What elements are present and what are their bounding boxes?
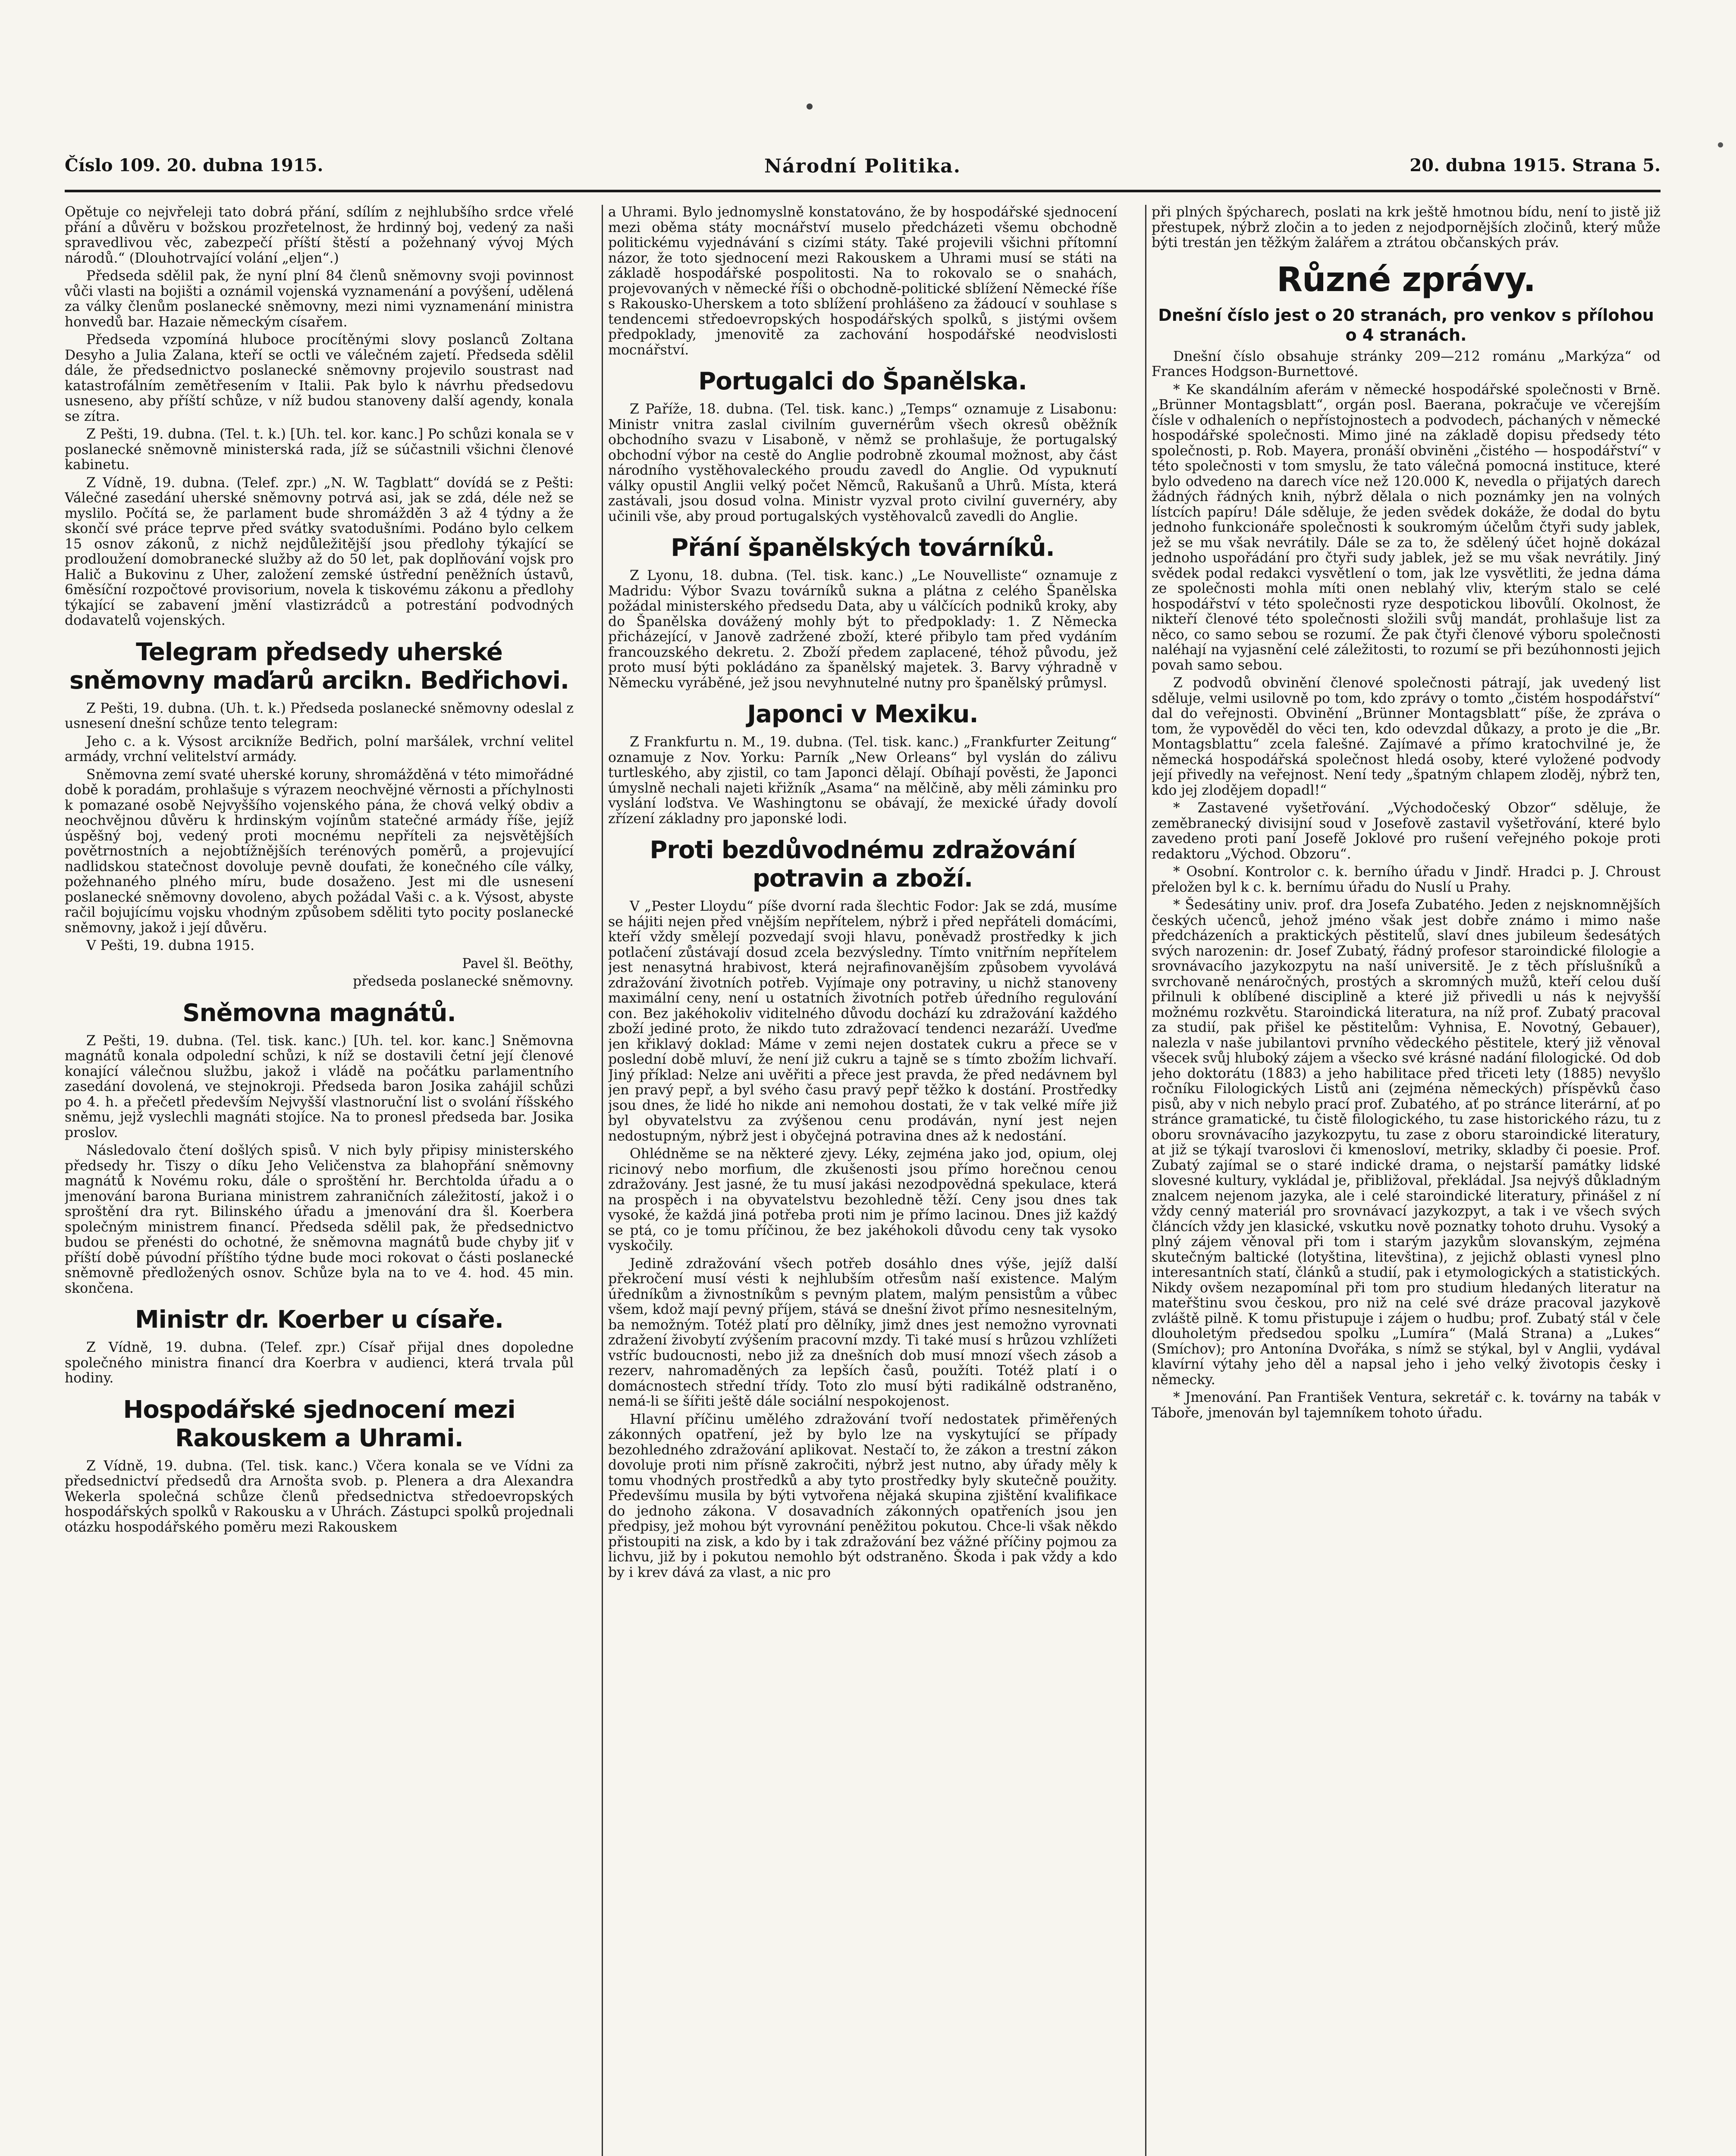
article-headline: Japonci v Mexiku. [747, 700, 978, 728]
article-paragraph: Z Vídně, 19. dubna. (Tel. tisk. kanc.) Včera konala se ve Vídni za předsednictví předsedů dra Arnošta svob. p. Plenera a dra Alexandra Wekerla společná schůze členů předsednictva středoevropských hospodářských spolků v Rakousku a v Uhrách. Zástupci spolků projednali otázku hospodářského poměru mezi Rakouskem [65, 1458, 574, 1535]
article-headline: Hospodářské sjednocení mezi Rakouskem a Uhrami. [123, 1395, 515, 1452]
page-date-number: 20. dubna 1915. Strana 5. [1410, 155, 1661, 175]
article-paragraph: Předseda sdělil pak, že nyní plní 84 členů sněmovny svoji povinnost vůči vlasti na bojišti a oznámil vojenská vyznamenání a povýšení, udělená za války členům poslanecké sněmovny, mezi nimi vyznamenání ministra honvedů bar. Hazaie německým císařem. [65, 268, 574, 330]
masthead-title: Národní Politika. [764, 155, 961, 177]
print-speck [1718, 142, 1723, 147]
article-paragraph: Jeho c. a k. Výsost arcikníže Bedřich, polní maršálek, vrchní velitel armády, vrchní velitelství armády. [65, 733, 574, 765]
article-paragraph: V Pešti, 19. dubna 1915. [86, 938, 255, 953]
page-header [65, 155, 1661, 185]
issue-number: Číslo 109. 20. dubna 1915. [65, 155, 323, 175]
article-paragraph: Z Pešti, 19. dubna. (Uh. t. k.) Předseda poslanecké sněmovny odeslal z usnesení dnešní schůze tento telegram: [65, 700, 574, 731]
news-item: * Šedesátiny univ. prof. dra Josefa Zubatého. Jeden z nejsknomnějších českých učenců, jehož jméno však jest dobře známo i mimo naše předcházeních a praktických pěstitelů, slaví dnes jubileum šedesátých svých narozenin: dr. Josef Zubatý, řádný profesor staroindické filologie a srovnávacího jazykozpytu na naší universitě. Je z těch příslušníků a svrchovaně nenáročných, prostých a skromných mužů, kteří celou duší přilnuli k oblíbené disciplině a které již přivedli u nás k nejvyšší možnému rozkvětu. Staroindická literatura, na níž prof. Zubatý pracoval za studií, pak přišel ke pěstitelům: Vyhnisa, E. Novotný, Gebauer), nalezla v naše jubilantovi prvního vědeckého pěstitele, který již věnoval všecek svůj hluboký zájem a všecko své krásné nadání filologické. Od dob jeho doktorátu (1883) a jeho habilitace před třiceti lety (1885) nevyšlo ročníku Filologických Listů ani (zejména německých) příspěvků časo pisů, aby v nich nebylo prací prof. Zubatého, ať po stránce literární, ať po stránce gramatické, tu čistě filologického, tu zase historického rázu, tu z oboru srovnávacího jazykozpytu, tu zase z oboru staroindické literatury, at již se týkají tvaroslovi či kmenosloví, metriky, skladby či poesie. Prof. Zubatý zajímal se o staré indické drama, o nejstarší památky lidské slovesné kultury, vykládal je, přibližoval, překládal. Jsa nejvýš důkladným znalcem nejenom jazyka, ale i celé staroindické literatury, přinášel z ní vždy cenný materiál pro srovnávací jazykozpyt, a tak i ve všech svých článcích vždy jen klasické, vskutku nově poznatky tohoto druhu. Vysoký a plný zájem věnoval při tom i starým jazykům slovanským, zejména skutečným baltické (lotyština, litevština), z jejichž oblasti vynesl plno interesantních statí, článků a studií, pak i etymologických a statistických. Nikdy ovšem nezapomínal při tom pro studium hledaných literatur na mateřštinu svou českou, pro niž na celé své dráze pracoval jazykově zvláště pilně. K tomu přistupuje i zájem o hudbu; prof. Zubatý stál v čele dlouholetým předsedou spolku „Lumíra“ (Malá Strana) a „Lukes“ (Smíchov); pro Antonína Dvořáka, s nímž se stýkal, byl v Anglii, vydával klavírní výtahy jeho děl a napsal jeho i jeho velký životopis česky i německy. [1152, 897, 1661, 1388]
signature-title: předseda poslanecké sněmovny. [353, 974, 574, 989]
article-headline: Portugalci do Španělska. [698, 367, 1027, 395]
article-paragraph: Jedině zdražování všech potřeb dosáhlo dnes výše, jejíž další překročení musí vésti k nejhlubším otřesům naší existence. Malým úředníkům a živnostníkům s pevným platem, malým pensistům a vůbec všem, kdož mají pevný příjem, stává se dnešní život přímo nesnesitelným, ba nemožným. Totéž platí pro dělníky, jimž dnes jest nemožno vyrovnati zdražení živobytí zvýšením pracovní mzdy. Ti také musí s hrůzou vzhlížeti vstříc budoucnosti, nebo již za dnešních dob musí mnozí všech zásob a rezerv, nahromaděných za lepších časů, použíti. Totéž platí i o domácnostech střední třídy. Toto zlo musí býti radikálně odstraněno, nemá-li se šířiti ještě dále sociální nespokojenost. [608, 1256, 1117, 1409]
article-headline: Telegram předsedy uherské sněmovny maďarů arcikn. Bedřichovi. [69, 638, 569, 695]
news-item: Z podvodů obvinění členové společnosti pátrají, jak uvedený list sděluje, velmi usilovně po tom, kdo zprávy o tomto „čistém hospodářství“ dal do veřejnosti. Obvinění „Brünner Montagsblatt“ píše, že zpráva o tom, že vypověděl do věci ten, kdo odevzdal důkazy, a proto je die „Br. Montagsblattu“ zcela falešné. Zajímavé a přímo kratochvilné je, že německá hospodářská společnost hledá osoby, které vyložené podvody její přivedly na veřejnost. Není tedy „špatným chlapem zloděj, nýbrž ten, kdo jej zlodějem dopadl!“ [1152, 675, 1661, 798]
article-paragraph: Předseda vzpomíná hluboce procítěnými slovy poslanců Zoltana Desyho a Julia Zalana, kteří se octli ve válečném zajetí. Předseda sdělil dále, že předsednictvo poslanecké sněmovny projevilo soustrast nad katastrofálním zemětřesením v Italii. Pak bylo k návrhu předsedovu usneseno, aby příští schůze, v níž budou stanoveny další agendy, konala se zítra. [65, 332, 574, 424]
news-item: * Osobní. Kontrolor c. k. berního úřadu v Jindř. Hradci p. J. Chroust přeložen byl k c. k. bernímu úřadu do Nuslí u Prahy. [1152, 864, 1661, 895]
issue-notice: Dnešní číslo jest o 20 stranách, pro venkov s přílohou o 4 stranách. [1158, 305, 1654, 345]
article-paragraph: a Uhrami. Bylo jednomyslně konstatováno, že by hospodářské sjednocení mezi oběma státy mocnářství muselo předcházeti všemu obchodně politickému vyjednávání s cizími státy. Také projevili všichni přítomní názor, že toto sjednocení mezi Rakouskem a Uhrami musí se státi na základě hospodářské pospolitosti. Na to rokovalo se o snahách, projevovaných v německé říši o obchodně-politické sblížení Německé říše s Rakousko-Uherskem a toto sblížení prohlášeno za žádoucí v souhlase s tendencemi středoevropských hospodářských spolků, s jistými ovšem předpoklady, jmenovitě za zachování hospodářské neodvislosti mocnářství. [608, 205, 1117, 358]
article-paragraph: Sněmovna zemí svaté uherské koruny, shromážděná v této mimořádné době k poradám, prohlašuje s výrazem neochvějné věrnosti a příchylnosti k pomazané osobě Nejvyššího vojenského pána, že chová velký obdiv a neochvějnou důvěru k hrdinským vojínům statečné armády říše, jejíž úspěšný boj, vedený proti mocnému nepříteli za nejsvětějších povětrnostních a nejobtížnějších terénových poměrů, a projevující nadlidskou statečnost dovoluje pevně doufati, že konečného cíle války, požehnaného plného míru, bude dosaženo. Jest mi dle usnesení poslanecké sněmovny dovoleno, abych požádal Vaši c. a k. Výsost, abyste račil bojujícímu vojsku vhodným způsobem sděliti tyto pocity poslanecké sněmovny, jakož i její důvěru. [65, 767, 574, 936]
column-divider [602, 205, 603, 2156]
article-paragraph: Ohlédněme se na některé zjevy. Léky, zejména jako jod, opium, olej ricinový nebo morfium, dle zkušenosti jsou přímo horečnou cenou zdražovány. Jest jasné, že tu musí jakási nezodpovědná spekulace, která na prospěch i na obyvatelstvu bezohledně těží. Ceny jsou dnes tak vysoké, že každá jiná potřeba proti nim je přímo lacinou. Dnes již každý se ptá, co je tomu příčinou, že bez jakéhokoli důvodu ceny tak vysoko vyskočily. [608, 1146, 1117, 1253]
column-1 [65, 205, 574, 2156]
section-headline: Různé zprávy. [1276, 260, 1536, 299]
news-item: * Ke skandálním aferám v německé hospodářské společnosti v Brně. „Brünner Montagsblatt“, orgán posl. Baerana, pokračuje ve včerejším čísle v odhaleních o nepřístojnostech a podvodech, páchaných v německé hospodářské společnosti. Mimo jiné na základě dopisu předsedy této společnosti, p. Rob. Mayera, pronáší obviněni „čistého — hospodářství“ v této společnosti v tom smyslu, že tato válečná pomocná instituce, které bylo odvedeno na darech více než 120.000 K, nevedla o přijatých darech žádných řádných knih, nýbrž dělala o nich poznámky jen na volných lístcích papíru! Dále sděluje, že jeden svědek dokáže, že dodal do bytu jednoho funkcionáře společnosti k soukromým účelům čtyři sudy jablek, jež se mu však nevrátily. Dále se za to, že sdělený účet hojně dokázal jednoho uspořádání pro čtyři sudy jablek, jež se mu však nevrátily. Jiný svědek podal redakci vysvětlení o tom, jak lze vysvětliti, že jedna dáma ze společnosti mohla míti onen neblahý vliv, kterým stalo se celé hospodářství v této společnosti ryze despotickou libovůlí. Okolnost, že nikteří členové této společnosti složili svůj mandát, prohlašuje list za něco, co samo sebou se rozumí. Že pak čtyři členové výboru společnosti naléhají na vyjasnění celé záležitosti, to rozumí se při bezúhonnosti jejich povah samo sebou. [1152, 382, 1661, 673]
article-paragraph: V „Pester Lloydu“ píše dvorní rada šlechtic Fodor: Jak se zdá, musíme se hájiti nejen před vnějším nepřítelem, nýbrž i před nepřáteli domácími, kteří vždy smělejí pozvedají svoji hlavu, poněvadž prostředky k jich potlačení zůstávají dosud zcela bezvýsledny. Tímto vnitřním nepřítelem jest nenasytná hrabivost, která nejrafinovanějším způsobem vyvolává zdražování životních potřeb. Vyjímaje ony potraviny, u nichž stanoveny maximální ceny, není u ostatních životních potřeb úředního regulování con. Bez jakéhokoliv viditelného důvodu dochází ku zdražování každého zboží jediné proto, že nikdo tuto zdražovací tendenci nezaráží. Uveďme jen křiklavý doklad: Máme v zemi nejen dostatek cukru a přece se v poslední době mluví, že není již cukru a tajně se s tímto zbožím lichvaří. Jiný příklad: Nelze ani uvěřiti a přece jest pravda, že před nedávnem byl jen pravý pepř, a byl svého času pravý pepř těžko k dostání. Prostředky jsou dnes, že lidé ho nikde ani nemohou dostati, že v tak velké míře již byl obyvatelstvu za zvýšenou cenu prodáván, nyní jest nejen nedostupným, nýbrž jest i obyčejná potravina dnes až k nedostání. [608, 899, 1117, 1144]
article-headline: Sněmovna magnátů. [182, 999, 456, 1027]
article-headline: Proti bezdůvodnému zdražování potravin a zboží. [650, 836, 1076, 893]
article-paragraph: Z Pešti, 19. dubna. (Tel. t. k.) [Uh. tel. kor. kanc.] Po schůzi konala se v poslanecké sněmovně ministerská rada, jíž se súčastnili všichni členové kabinetu. [65, 426, 574, 473]
signature-name: Pavel šl. Beöthy, [462, 956, 574, 971]
article-paragraph: Z Vídně, 19. dubna. (Telef. zpr.) „N. W. Tagblatt“ dovídá se z Pešti: Válečné zasedání uherské sněmovny potrvá asi, jak se zdá, déle než se myslilo. Počítá se, že parlament bude shromážděn 3 až 4 týdny a že skončí své práce teprve před svátky svatodušními. Podáno bylo celkem 15 osnov zákonů, z nichž nejdůležitější jsou předlohy týkající se prodloužení domobranecké služby až do 50 let, pak doplňování vojsk pro Halič a Bukovinu z Uher, založení zemské ústřední peněžních ústavů, 6měsíční rozpočtové provisorium, novela k tiskovému zákonu a předlohy týkající se zabavení jmění vlastizrádců a potrestání podvodných dodavatelů vojenských. [65, 475, 574, 628]
article-paragraph: Z Vídně, 19. dubna. (Telef. zpr.) Císař přijal dnes dopoledne společného ministra financí dra Koerbra v audienci, která trvala půl hodiny. [65, 1340, 574, 1386]
article-paragraph: Následovalo čtení došlých spisů. V nich byly připisy ministerského předsedy hr. Tiszy o díku Jeho Veličenstva za blahopřání sněmovny magnátů k Novému roku, dále o sproštění hr. Berchtolda úřadu a o jmenování barona Buriana ministrem zahraničních záležitostí, jakož i o sproštění dra ryt. Bilinského úřadu a jmenování dra šl. Koerbera společným ministrem financí. Předseda sdělil pak, že předsednictvo budou se přenésti do ochotné, že sněmovna magnátů bude chyby jiť v příští době púvodní příštího týdne bude moci rokovat o části poslanecké sněmovně předložených osnov. Schůze byla na to ve 4. hod. 45 min. skončena. [65, 1143, 574, 1296]
news-item: * Zastavené vyšetřování. „Východočeský Obzor“ sděluje, že zeměbranecký divisijní soud v Josefově zastavil vyšetřování, které bylo zavedeno proti paní Josefě Joklové pro rušení veřejného pokoje proti redaktoru „Východ. Obzoru“. [1152, 800, 1661, 862]
article-paragraph: při plných špýcharech, poslati na krk ještě hmotnou bídu, není to jistě již přestupek, nýbrž zločin a to jeden z nejodpornějších zločinů, který může býti trestán jen těžkým žalářem a ztrátou občanských práv. [1152, 205, 1661, 251]
article-paragraph: Opětuje co nejvřeleji tato dobrá přání, sdílím z nejhlubšího srdce vřelé přání a důvěru v božskou prozřetelnost, že hrdinný boj, vedený za naši spravedlivou věc, zabezpečí příští štěstí a požehnaný vývoj Mých národů.“ (Dlouhotrvající volání „eljen“.) [65, 205, 574, 266]
print-speck [807, 103, 813, 110]
article-headline: Ministr dr. Koerber u císaře. [135, 1306, 504, 1334]
article-paragraph: Z Paříže, 18. dubna. (Tel. tisk. kanc.) „Temps“ oznamuje z Lisabonu: Ministr vnitra zaslal civilním guvernérům všech okresů oběžník obchodního svazu v Lisaboně, v němž se prohlašuje, že portugalský obchodní výbor na cestě do Anglie podrobně zkoumal možnost, aby část národního vystěhovaleckého proudu zavedl do Anglie. Od vypuknutí války opustil Anglii velký počet Němců, Rakušanů a Uhrů. Místa, která zastávali, jsou dosud volna. Ministr vyzval proto civilní guvernéry, aby učinili vše, aby proud portugalských vystěhovalců zavedli do Anglie. [608, 401, 1117, 524]
article-paragraph: Hlavní příčinu umělého zdražování tvoří nedostatek přiměřených zákonných opatření, jež by bylo lze na vyskytující se případy bezohledného zdražování aplikovat. Nestačí to, že zákon a trestní zákon dovoluje proti nim přísně zakročiti, nýbrž jest nutno, aby úřady měly k tomu vhodných prostředků a aby tyto prostředky byly skutečně použity. Předevšímu musila by býti vytvořena nějaká skupina zjištění kvalifikace do jednoho zákona. V dosavadních zákonných opatřeních jsou jen předpisy, jež mohou být vyrovnání peněžitou pokutou. Chce-li však někdo přistoupiti na zisk, a kdo by i tak zdražování bez vážné příčiny pojmou za lichvu, již by i pokutou nemohlo být odstraněno. Škoda i pak vždy a kdo by i krev dává za vlast, a nic pro [608, 1411, 1117, 1580]
article-paragraph: Z Frankfurtu n. M., 19. dubna. (Tel. tisk. kanc.) „Frankfurter Zeitung“ oznamuje z Nov. Yorku: Parník „New Orleans“ byl vyslán do zálivu turtleského, aby zjistil, co tam Japonci dělají. Obíhají pověsti, že Japonci úmyslně nechali najeti křižník „Asama“ na mělčině, aby měli záminku pro vyslání loďstva. Ve Washingtonu se obávají, že mexické úřady dovolí zřízení základny pro japonské lodi. [608, 734, 1117, 827]
column-2 [608, 205, 1117, 2156]
header-rule [65, 190, 1661, 192]
article-paragraph: Z Pešti, 19. dubna. (Tel. tisk. kanc.) [Uh. tel. kor. kanc.] Sněmovna magnátů konala odpolední schůzi, k níž se dostavili četní její členové konající válečnou službu, jakož i vládě na počátku parlamentního zasedání dovolená, ve stejnokroji. Předseda baron Josika zahájil schůzi po 4. h. a přečetl především Nejvyšší vlastnoruční list o svolání říšského sněmu, jejž vyslechli magnáti stojíce. Na to pronesl předseda bar. Josika proslov. [65, 1033, 574, 1141]
article-headline: Přání španělských továrníků. [671, 534, 1055, 562]
column-divider [1145, 205, 1146, 2156]
article-paragraph: Z Lyonu, 18. dubna. (Tel. tisk. kanc.) „Le Nouvelliste“ oznamuje z Madridu: Výbor Svazu továrníků sukna a plátna z celého Španělska požádal ministerského předsedu Data, aby u válčících podniků kroky, aby do Španělska dovážený mohly být to předpoklady: 1. Z Německa přicházející, v Janově zadržené zboží, které přibylo tam před vydáním francouzského dekretu. 2. Zboží předem zaplacené, téhož původu, jež proto musí býti pokládáno za španělský majetek. 3. Barvy výhradně v Německu vyráběné, jež jsou nevyhnutelné nutny pro španělský průmysl. [608, 568, 1117, 691]
column-3 [1152, 205, 1661, 2156]
news-item: * Jmenování. Pan František Ventura, sekretář c. k. továrny na tabák v Táboře, jmenován byl tajemníkem tohoto úřadu. [1152, 1390, 1661, 1421]
serial-notice: Dnešní číslo obsahuje stránky 209—212 románu „Markýza“ od Frances Hodgson-Burnettové. [1152, 348, 1661, 379]
